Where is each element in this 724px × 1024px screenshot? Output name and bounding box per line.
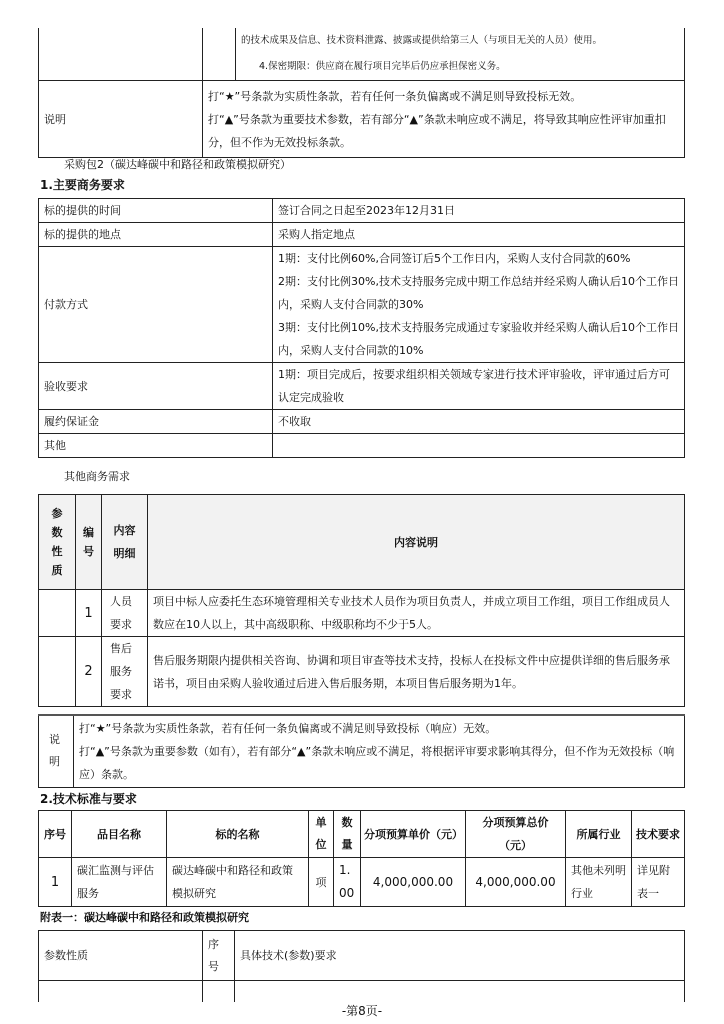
- header-item: 内容明细: [102, 495, 148, 590]
- note-line: 打“▲”号条款为重要技术参数，若有部分“▲”条款未响应或不满足，将导致其响应性评审加重扣分，但不作为无效投标条款。: [208, 112, 666, 149]
- business-label: 其他: [39, 434, 273, 458]
- tech-header: 品目名称: [72, 811, 167, 858]
- business-label: 付款方式: [39, 247, 273, 363]
- business-value: 不收取: [273, 410, 685, 434]
- tech-cell: 4,000,000.00: [466, 858, 566, 907]
- business-value: 1期：项目完成后，按要求组织相关领域专家进行技术评审验收，评审通过后方可认定完成验收: [273, 363, 685, 410]
- section2-title: 2.技术标准与要求: [40, 792, 137, 806]
- tech-table: [38, 810, 685, 907]
- note-line: 打“▲”号条款为重要参数（如有），若有部分“▲”条款未响应或不满足，将根据评审要求影响其得分，但不作为无效投标（响应）条款。: [79, 744, 675, 781]
- business-label: 履约保证金: [39, 410, 273, 434]
- table-row: 2 售后服务要求 售后服务期限内提供相关咨询、协调和项目审查等技术支持，投标人在投标文件中应提供详细的售后服务承诺书，项目由采购人验收通过后进入售后服务期，本项目售后服务期为1年。: [39, 637, 685, 707]
- tech-cell: 碳汇监测与评估服务: [72, 858, 167, 907]
- tech-cell: 详见附表一: [632, 858, 685, 907]
- confidentiality-table: [38, 28, 685, 158]
- tech-header: 数量: [334, 811, 361, 858]
- confidentiality-text: 的技术成果及信息、技术资料泄露、披露或提供给第三人（与项目无关的人员）使用。: [241, 35, 603, 46]
- header-requirements: 具体技术(参数)要求: [235, 931, 685, 981]
- tech-header: 单位: [309, 811, 334, 858]
- business-label: 标的提供的时间: [39, 199, 273, 223]
- appendix-title: 附表一：碳达峰碳中和路径和政策模拟研究: [40, 911, 249, 924]
- header-nature: 参数性质: [39, 495, 76, 590]
- table-row: [39, 434, 685, 458]
- business-value: 1期：支付比例60%,合同签订后5个工作日内，采购人支付合同款的60% 2期：支付比例30%,技术支持服务完成中期工作总结并经采购人确认后10个工作日内，采购人支付合同款的30% 3期：支付比例10%,技术支持服务完成通过专家验收并经采购人确认后10个工作日内，采购人支付合同款的10%: [273, 247, 685, 363]
- header-nature: 参数性质: [39, 931, 203, 981]
- tech-cell: 其他未列明行业: [566, 858, 632, 907]
- tech-header: 技术要求: [632, 811, 685, 858]
- tech-cell: 碳达峰碳中和路径和政策模拟研究: [167, 858, 309, 907]
- table-row: [39, 223, 685, 247]
- tech-header: 标的名称: [167, 811, 309, 858]
- business-label: 验收要求: [39, 363, 273, 410]
- table-row: 1 人员要求 项目中标人应委托生态环境管理相关专业技术人员作为项目负责人，并成立项目工作组，项目工作组成员人数应在10人以上，其中高级职称、中级职称均不少于5人。: [39, 590, 685, 637]
- confidentiality-period: 4.保密期限：供应商在履行项目完毕后仍应承担保密义务。: [259, 61, 506, 72]
- business-value: 签订合同之日起至2023年12月31日: [273, 199, 685, 223]
- tech-header: 所属行业: [566, 811, 632, 858]
- page-footer: -第8页-: [0, 1002, 724, 1019]
- business-label: 标的提供的地点: [39, 223, 273, 247]
- business-value: 采购人指定地点: [273, 223, 685, 247]
- table-row: [39, 363, 685, 410]
- tech-header: 分项预算单价（元）: [361, 811, 466, 858]
- note-label: 说明: [39, 81, 203, 158]
- tech-cell: 1: [39, 858, 72, 907]
- table-row: [39, 410, 685, 434]
- note2-table: [38, 714, 685, 788]
- note-line: 打“★”号条款为实质性条款，若有任何一条负偏离或不满足则导致投标（响应）无效。: [79, 721, 497, 735]
- other-title: 其他商务需求: [64, 470, 130, 483]
- tech-cell: 4,000,000.00: [361, 858, 466, 907]
- header-no: 序号: [203, 931, 235, 981]
- appendix-table: [38, 930, 685, 1011]
- tech-cell: 1.00: [334, 858, 361, 907]
- other-business-table: [38, 494, 685, 707]
- tech-header: 序号: [39, 811, 72, 858]
- tech-cell: 项: [309, 858, 334, 907]
- table-row: [39, 199, 685, 223]
- package-title: 采购包2（碳达峰碳中和路径和政策模拟研究）: [64, 158, 291, 171]
- business-table: [38, 198, 685, 458]
- section1-title: 1.主要商务要求: [40, 178, 125, 192]
- table-row: [39, 247, 685, 363]
- business-value: [273, 434, 685, 458]
- table-row: [39, 858, 685, 907]
- header-desc: 内容说明: [148, 495, 685, 590]
- note2-label: 说明: [39, 715, 74, 787]
- header-no: 编号: [76, 495, 102, 590]
- tech-header: 分项预算总价（元）: [466, 811, 566, 858]
- note-line: 打“★”号条款为实质性条款，若有任何一条负偏离或不满足则导致投标无效。: [208, 89, 582, 103]
